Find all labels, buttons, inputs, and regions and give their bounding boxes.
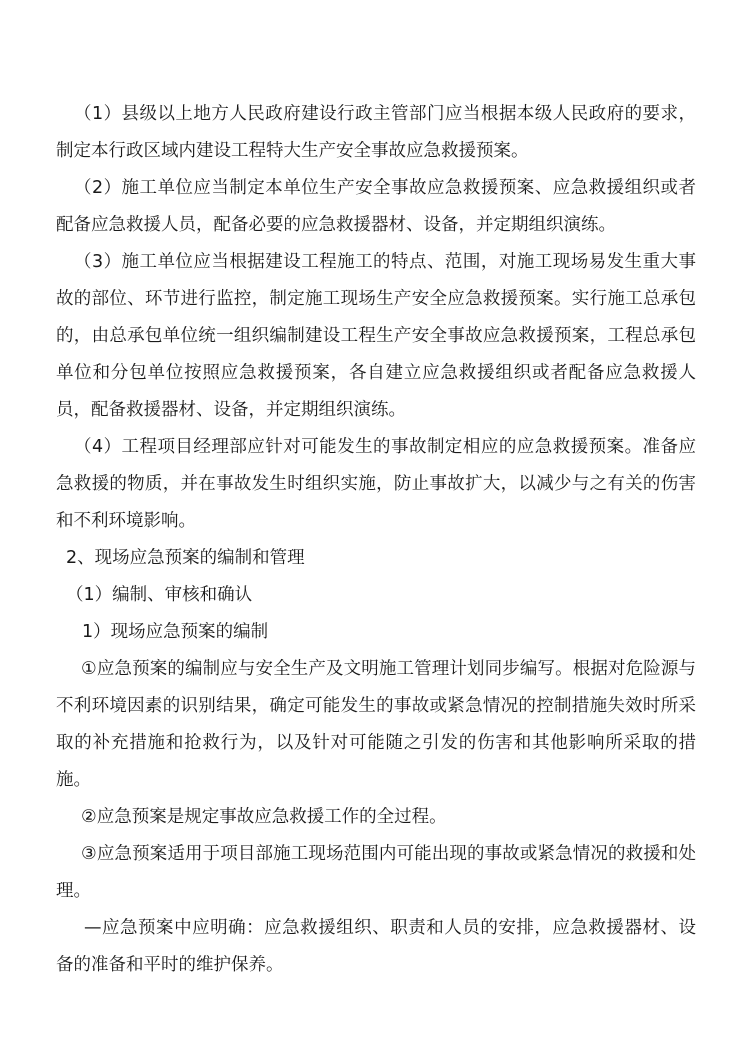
paragraph-4: （4）工程项目经理部应针对可能发生的事故制定相应的应急救援预案。准备应急救援的物质，并在事故发生时组织实施，防止事故扩大，以减少与之有关的伤害和不利环境影响。 (56, 437, 696, 531)
paragraph-item-1: ①应急预案的编制应与安全生产及文明施工管理计划同步编写。根据对危险源与不利环境因素的识别结果，确定可能发生的事故或紧急情况的控制措施失效时所采取的补充措施和抢救行为，以及针对可能随之引发的伤害和其他影响所采取的措施。 (56, 659, 696, 790)
sub-subsection-heading: 1）现场应急预案的编制 (82, 622, 269, 642)
document-body (56, 96, 696, 984)
paragraph-item-3: ③应急预案适用于项目部施工现场范围内可能出现的事故或紧急情况的救援和处理。 (56, 844, 696, 901)
subsection-heading: （1）编制、审核和确认 (66, 585, 253, 605)
paragraph-1: （1）县级以上地方人民政府建设行政主管部门应当根据本级人民政府的要求，制定本行政区域内建设工程特大生产安全事故应急救援预案。 (56, 104, 696, 161)
section-heading: 2、现场应急预案的编制和管理 (66, 548, 305, 568)
paragraph-dash-item: —应急预案中应明确：应急救援组织、职责和人员的安排，应急救援器材、设备的准备和平时的维护保养。 (56, 918, 696, 975)
paragraph-3: （3）施工单位应当根据建设工程施工的特点、范围，对施工现场易发生重大事故的部位、环节进行监控，制定施工现场生产安全应急救援预案。实行施工总承包的，由总承包单位统一组织编制建设工程生产安全事故应急救援预案，工程总承包单位和分包单位按照应急救援预案，各自建立应急救援组织或者配备应急救援人员，配备救援器材、设备，并定期组织演练。 (56, 252, 696, 420)
paragraph-2: （2）施工单位应当制定本单位生产安全事故应急救援预案、应急救援组织或者配备应急救援人员，配备必要的应急救援器材、设备，并定期组织演练。 (56, 178, 696, 235)
paragraph-item-2: ②应急预案是规定事故应急救援工作的全过程。 (81, 807, 447, 827)
